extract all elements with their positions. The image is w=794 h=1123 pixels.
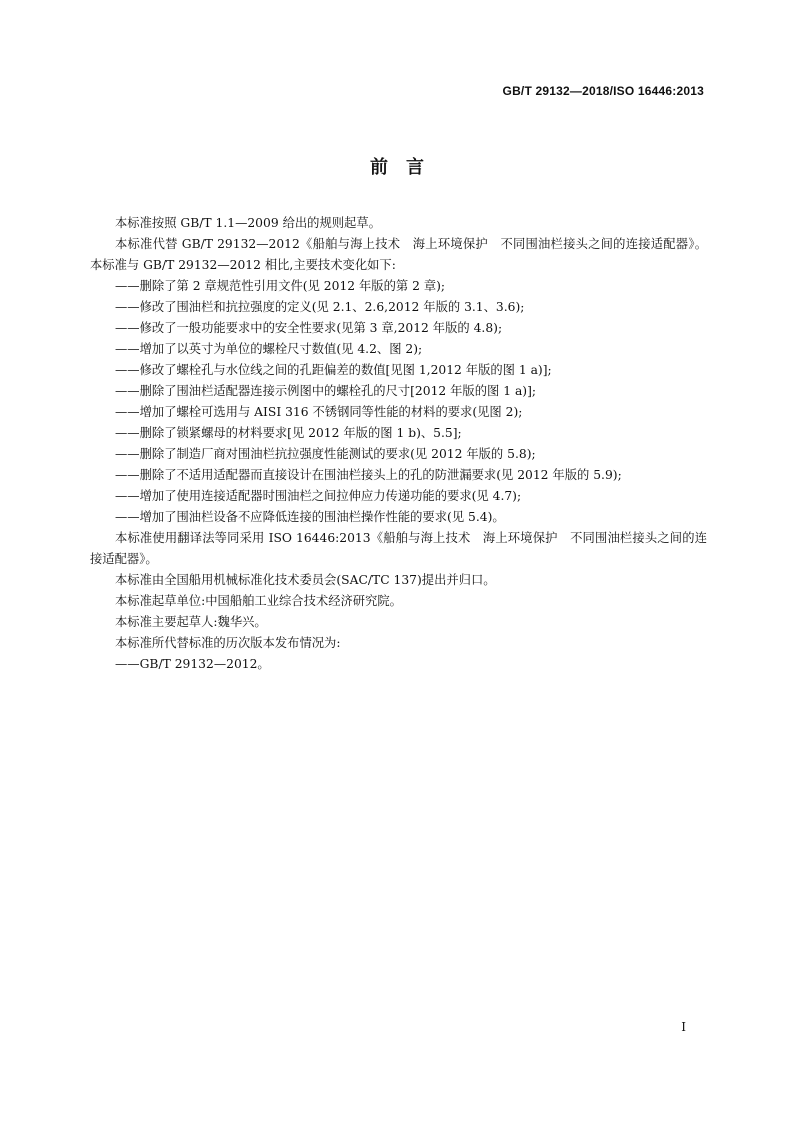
change-item: ——修改了螺栓孔与水位线之间的孔距偏差的数值[见图 1,2012 年版的图 1 a)]; [115, 363, 552, 377]
change-item: ——删除了锁紧螺母的材料要求[见 2012 年版的图 1 b)、5.5]; [115, 426, 462, 440]
paragraph-drafting-rules: 本标准按照 GB/T 1.1—2009 给出的规则起草。 [115, 216, 381, 230]
change-item: ——修改了一般功能要求中的安全性要求(见第 3 章,2012 年版的 4.8); [115, 321, 503, 335]
change-item: ——删除了第 2 章规范性引用文件(见 2012 年版的第 2 章); [115, 279, 446, 293]
paragraph-proposer: 本标准由全国船用机械标准化技术委员会(SAC/TC 137)提出并归口。 [115, 573, 496, 587]
change-item: ——增加了围油栏设备不应降低连接的围油栏操作性能的要求(见 5.4)。 [115, 510, 505, 524]
paragraph-drafters: 本标准主要起草人:魏华兴。 [115, 615, 267, 629]
page-title: 前 言 [370, 157, 424, 178]
change-item: ——增加了螺栓可选用与 AISI 316 不锈钢同等性能的材料的要求(见图 2); [115, 405, 523, 419]
change-item: ——增加了以英寸为单位的螺栓尺寸数值(见 4.2、图 2); [115, 342, 423, 356]
standard-number: GB/T 29132—2018/ISO 16446:2013 [502, 84, 704, 98]
paragraph-replacement: 本标准代替 GB/T 29132—2012《船舶与海上技术 海上环境保护 不同围油栏接头之间的连接适配器》。本标准与 GB/T 29132—2012 相比,主要技术变化如下: [90, 237, 707, 272]
paragraph-adoption: 本标准使用翻译法等同采用 ISO 16446:2013《船舶与海上技术 海上环境保护 不同围油栏接头之间的连接适配器》。 [90, 531, 707, 566]
change-item: ——删除了不适用适配器而直接设计在围油栏接头上的孔的防泄漏要求(见 2012 年版的 5.9); [115, 468, 622, 482]
paragraph-history: 本标准所代替标准的历次版本发布情况为: [115, 636, 341, 650]
paragraph-drafting-unit: 本标准起草单位:中国船舶工业综合技术经济研究院。 [115, 594, 402, 608]
change-item: ——修改了围油栏和抗拉强度的定义(见 2.1、2.6,2012 年版的 3.1、3.6); [115, 300, 525, 314]
foreword-body [90, 213, 707, 675]
change-item: ——删除了制造厂商对围油栏抗拉强度性能测试的要求(见 2012 年版的 5.8); [115, 447, 536, 461]
change-item: ——增加了使用连接适配器时围油栏之间拉伸应力传递功能的要求(见 4.7); [115, 489, 522, 503]
history-item: ——GB/T 29132—2012。 [115, 657, 270, 671]
page-number: I [681, 1020, 686, 1034]
change-item: ——删除了围油栏适配器连接示例图中的螺栓孔的尺寸[2012 年版的图 1 a)]; [115, 384, 537, 398]
